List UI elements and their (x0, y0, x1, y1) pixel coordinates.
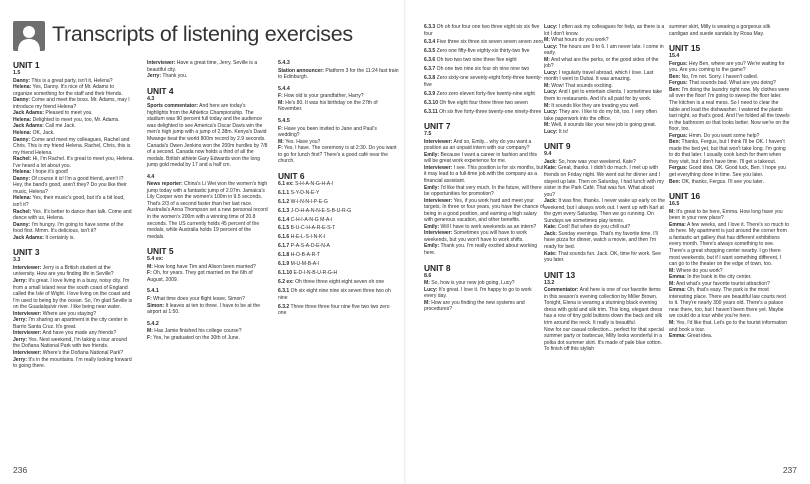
exercise-number: 16.5 (669, 201, 680, 208)
transcript-line: Helena: Yes, their music's good, but it's a bit loud, isn't it? (13, 195, 125, 208)
item-number: 6.1.5 (278, 225, 290, 232)
item-text: Oh two two two nine three five eight (436, 57, 517, 64)
answer-item (424, 24, 545, 37)
unit-heading: UNIT 13 (544, 269, 576, 280)
transcript-line: Rachel: Hi, I'm Rachel. It's great to meet you, Helena. I've heard a lot about you. (13, 156, 134, 169)
transcript-line: Emily: Thank you. I'm really excited about working here. (424, 243, 538, 257)
transcript-line: M: Wow! That sounds exciting. (544, 82, 613, 89)
unit-heading: UNIT 5 (147, 246, 174, 257)
transcript-line: Interviewer: Where's the Doñana National Park? (13, 349, 124, 356)
item-text: S-Y-D-N-E-Y (290, 189, 320, 196)
exercise-number: 9.4 (544, 151, 552, 158)
transcript-line: Interviewer: Sometimes you will have to work weekends, but you won't have to work shifts. (424, 230, 527, 243)
item-number: 6.1 ex: (278, 180, 294, 187)
exercise-number: 4.4 (147, 173, 155, 180)
item-number: 6.1.1 (278, 189, 290, 196)
transcript-line: Jack: It was fine, thanks. I never wake up early on the weekend, but I always work out. I went up with Karl at the gym every Saturday. Then we go running. On Sundays we sometimes play tennis. (544, 198, 665, 224)
transcript-line: Jerry: It's great. I love living in a busy, noisy city. I'm from a small island near the south coast of England called the Isle of Wight. I love living on the coast and I'm used to being by the ocean. So, I'm glad Seville is on the Guadalquivir river. I like being near water. (13, 277, 133, 311)
transcript-line: Jerry: Thank you. (147, 73, 188, 80)
answer-item (278, 304, 399, 317)
exercise-number: 8.6 (424, 272, 432, 279)
item-text: H-O-B-A-R-T (290, 252, 321, 259)
exercise-number: 5.4.3 (278, 60, 290, 66)
transcript-line: Commentator: And here is one of our favorite items in this season's evening collection by Miller Brown. Tonight, Elena is wearing a stunning black evening dress with gold and silk trim. This long, elegant dress has a row of tiny gold buttons down the back and silk trim around the neck. It really is beautiful. (544, 287, 663, 326)
unit-heading: UNIT 15 (669, 43, 701, 54)
unit-heading: UNIT 6 (278, 170, 305, 181)
page-number-right: 237 (782, 465, 797, 475)
item-number: 6.1.4 (278, 216, 290, 223)
transcript-line: M: So, how is your new job going, Lucy? (424, 280, 515, 287)
exercise-number: 5.4.5 (278, 117, 290, 124)
transcript-line: Lucy: It is! (544, 128, 569, 135)
transcript-line: Emily: I'd like that very much. In the future, will there be opportunities for promotion? (424, 184, 542, 198)
transcript-line: Danny: Come and meet my colleagues, Rachel and Chris. This is my friend Helena. Rachel, Chris, this is my friend Helena. (13, 136, 131, 156)
transcript-line: Jerry: I'm sharing an apartment in the city center in Barrio Santa Cruz. It's great. (13, 317, 128, 330)
answer-item (278, 261, 399, 268)
transcript-line: News reporter: China's Li Wei won the women's high jump today with a fantastic jump of 2.07m. Jamaica's Lily Cooper won the women's 100m in 9.5 seconds. That's 2/3 of a second faster than her last race. Australia's Anna Thompson set a new personal record in the women's 200m with a winning time of 20.8 seconds. The US currently holds 45 percent of the medals, while Australia holds 19 percent of the medals. (147, 181, 268, 240)
item-text: H-E-L-S-I-N-K-I (290, 234, 326, 241)
transcript-line: summer skirt, Milly is wearing a gorgeous silk cardigan and suede sandals by Rosa May. (669, 24, 771, 37)
page-title: Transcripts of listening exercises (52, 22, 353, 46)
transcript-line: F: Have you been invited to Jane and Paul's wedding? (278, 125, 377, 139)
transcript-line: Helena: I hope it's good! (13, 169, 69, 176)
item-text: C-H-I-A-N-G M-A-I (290, 216, 333, 223)
exercise-number: 4.3 (147, 95, 155, 102)
unit-heading: UNIT 4 (147, 85, 174, 96)
transcript-line: M: How are you finding the new systems and procedures? (424, 299, 525, 313)
transcript-line: Lucy: I often ask my colleagues for help, as there is a lot I don't know. (544, 24, 665, 37)
item-text: Zero one fifty-five eighty-six thirty-two five (436, 48, 530, 55)
transcript-line: Helena: Delighted to meet you, too, Mr. Adams. (13, 116, 120, 123)
answer-item (278, 252, 399, 259)
answer-item (278, 243, 399, 250)
transcript-line: Lucy: The hours are 9 to 6. I am never late. I come in early. (544, 43, 664, 57)
transcript-line: M: And what's your favorite tourist attraction? (669, 280, 770, 287)
answer-item (278, 234, 399, 241)
exercise-number: 1.5 (13, 70, 21, 76)
answer-item (278, 217, 399, 224)
item-number: 6.1.10 (278, 270, 293, 277)
answer-item (424, 109, 545, 116)
item-number: 6.3.11 (424, 108, 438, 115)
answer-item (424, 66, 545, 73)
transcript-line: Danny: I'm hungry. I'm going to have some of the food first. Mmm. It's delicious, isn't it? (13, 221, 124, 235)
transcript-line: Jack: So, how was your weekend, Kate? (544, 158, 636, 165)
item-text: Oh three three eight eight seven oh one (295, 279, 385, 286)
transcript-line: M: It sounds like they are treating you well. (544, 102, 640, 109)
transcript-line: Jack Adams: It certainly is. (13, 234, 75, 241)
page-number-left: 236 (13, 465, 28, 475)
item-number: 6.3.1 (278, 288, 290, 295)
exercise-number: 13.2 (544, 279, 555, 286)
answer-item (278, 225, 399, 232)
item-text: Oh six eight nine nine six seven three two oh nine (278, 288, 391, 301)
transcript-line: Ben: Thanks, Fergus, but I think I'll be OK. I haven't made the bed yet, but that won't take long. I'm going to do that later. I usually cook lunch for them when they visit, but I don't have time. I'll get a takeout. (669, 139, 786, 165)
item-text: J-O-H-A-N-N-E-S-B-U-R-G (290, 207, 352, 214)
answer-item (424, 100, 545, 107)
transcript-line: Jerry: Yes. Next weekend, I'm taking a tour around the Doñana National Park with two friends. (13, 336, 128, 350)
item-number: 6.3.3 (424, 24, 436, 30)
text-column-4 (424, 24, 545, 313)
unit-heading: UNIT 16 (669, 191, 701, 202)
answer-item (278, 288, 399, 301)
transcript-line: Ben: I'm doing the laundry right now. My clothes were all over the floor! I'm going to sweep the floor later. The kitchen is a real mess. So I need to clear the table and load the dishwasher. I watered the plants last night, so that's good. And I've folded all the towels in the bathroom so that looks better. Now we're on the floor, too. (669, 86, 790, 133)
transcript-line: M: Yes. Have you? (278, 138, 321, 145)
transcript-line: M: Has Jamie finished his college course? (147, 328, 242, 335)
item-number: 6.1.6 (278, 234, 290, 241)
item-number: 6.3.10 (424, 99, 439, 106)
item-text: Zero sixty-one seventy-eight forty-three twenty-five (424, 75, 543, 88)
transcript-line: Fergus: Hey Ben, where are you? We're waiting for you. Are you coming to the game? (669, 60, 785, 74)
item-number: 6.3.7 (424, 66, 436, 73)
item-text: S-H-A-N-G-H-A-I (295, 180, 334, 187)
item-text: Oh oh four four one two three eight six six five four (424, 24, 540, 37)
answer-item (424, 39, 545, 46)
item-text: W-I-N-N-I-P-E-G (290, 198, 328, 205)
item-text: Oh six five forty-three twenty-one ninety-three (439, 108, 542, 115)
answer-item (424, 91, 545, 98)
item-number: 6.3.4 (424, 39, 436, 46)
transcript-line: Lucy: And I get to entertain clients. I sometimes take them to restaurants. And it's all paid for by work. (544, 89, 663, 103)
unit-heading: UNIT 7 (424, 121, 451, 132)
text-column-1 (13, 60, 134, 370)
answer-item (278, 208, 399, 215)
transcript-line: F: Yes, I have. The ceremony is at 2:30. Do you want to go for lunch first? There's a good café near the church. (278, 145, 397, 165)
answer-item (278, 181, 399, 188)
transcript-line: Now for our casual collection... perfect for that special summer party or barbecue, Milly looks wonderful in a polka dot summer skirt. It's made of pale blue cotton. To finish off this stylish (544, 326, 664, 353)
item-number: 6.1.7 (278, 243, 290, 250)
exercise-number: 5.4 ex: (147, 256, 164, 263)
item-number: 6.3.9 (424, 90, 436, 97)
transcript-line: Sports commentator: And here are today's highlights from the Athletics Championship. The stadium was 90 percent full today and the audience was delighted to see America's Oscar Davis win the men's high jump with a jump of 2.38m. Kenya's David Mwange beat the world 800m record by 2.9 seconds. Canada's Owen Jenkins won the 200m hurdles by 7/8 of a second. Canada now holds a third of all the medals. British athlete Gary Edwards won the long jump gold medal by 17 and a half cm. (147, 103, 268, 169)
transcript-line: Emma: Great idea. (669, 333, 713, 340)
exercise-number: 3.3 (13, 257, 21, 264)
transcript-line: M: He's 80. It was his birthday on the 27th of November. (278, 99, 378, 113)
answer-item (278, 199, 399, 206)
item-number: 6.1.9 (278, 261, 290, 268)
transcript-line: Interviewer: And so, Emily... why do you want a position as an unpaid intern with our company? (424, 138, 532, 152)
transcript-line: M: Where do you work? (669, 267, 723, 274)
transcript-line: Interviewer: I see. This position is for six months, but it may lead to a full-time job with the company as a financial assistant. (424, 164, 544, 185)
transcript-line: Emma: In the bank in the city center. (669, 274, 752, 281)
transcript-line: Rachel: Yes. It's better to dance than talk. Come and dance with us, Helena. (13, 208, 132, 222)
transcript-line: Interviewer: And have you made any friends? (13, 330, 117, 337)
transcript-line: M: Yes, I'd like that. Let's go to the tourist information and book a tour. (669, 319, 788, 333)
exercise-number: 5.4.4 (278, 85, 290, 92)
transcript-line: Fergus: Good idea. OK. Good luck, Ben. I hope you get everything done in time. See you later. (669, 165, 786, 178)
transcript-line: Emma: Oh, that's easy. The park is the most interesting place. There are beautiful law courts next to it. They're nearly 300 years old. There's a palace near there, too, but I haven't been there yet. Maybe we could do a tour while you're here. (669, 287, 786, 320)
transcript-line: Jack Adams: Pleased to meet you. (13, 110, 93, 117)
transcript-line: M: Well, it sounds like your new job is going great. (544, 122, 657, 129)
transcript-line: Jack Adams: Call me Jack. (13, 123, 76, 130)
person-silhouette-icon (13, 21, 45, 51)
transcript-line: Interviewer: Jerry is a British student at the university. How are you finding life in Seville? (13, 264, 114, 278)
text-column-2 (147, 60, 268, 341)
transcript-line: Danny: Come and meet the boss. Mr. Adams, may I introduce my friend Helena? (13, 97, 130, 110)
transcript-line: Station announcer: Platform 3 for the 11:24 fast train to Edinburgh. (278, 67, 399, 81)
unit-heading: UNIT 3 (13, 247, 40, 258)
exercise-number: 5.4.1 (147, 288, 159, 295)
transcript-line: Danny: Of course it is! I'm a good friend, aren't I? Hey, the band's good, aren't they? Do you like their music, Helena? (13, 175, 127, 195)
item-number: 6.3.6 (424, 57, 436, 64)
transcript-line: Interviewer: Have a great time, Jerry. Seville is a beautiful city. (147, 60, 258, 73)
transcript-line: Kate: Great, thanks. I didn't do much. I met up with friends on Friday night. We went out for dinner and I stayed up late. Then on Saturday, I had lunch with my sister in the Park Café. That was fun. What about you? (544, 165, 664, 198)
transcript-line: Jerry: It's in the mountains. I'm really looking forward to going there. (13, 356, 132, 370)
unit-heading: UNIT 1 (13, 60, 40, 70)
text-column-3 (278, 60, 399, 319)
transcript-line: Interviewer: Yes, if you work hard and meet your targets. In three or four years, you have the chance of being in a good position, and earning a high salary with generous vacation, and other benefits. (424, 197, 545, 224)
transcript-line: Helena: Yes, Danny. It's nice of Mr. Adams to organize something for the staff and their friends. (13, 84, 123, 97)
transcript-line: Interviewer: Where are you staying? (13, 310, 97, 317)
item-number: 6.3.8 (424, 75, 436, 82)
transcript-line: Lucy: It's great. I love it. I'm happy to go to work every day. (424, 286, 532, 300)
text-column-6 (669, 24, 790, 340)
transcript-line: Jack: Sunday evenings. That's my favorite time. I'll have pizza for dinner, watch a movie, and then I'm ready for bed. (544, 230, 658, 250)
transcript-line: Danny: This is a great party, isn't it, Helena? (13, 77, 113, 84)
item-number: 6.3.5 (424, 48, 436, 55)
exercise-number: 5.4.2 (147, 320, 159, 327)
unit-heading: UNIT 8 (424, 262, 451, 273)
transcript-line: Emily: Because I want a career in fashion and this will be great work experience for me. (424, 151, 538, 165)
transcript-line: M: How long have Tim and Alison been married? (147, 263, 256, 270)
item-number: 6.2 ex: (278, 279, 294, 286)
answer-item (278, 190, 399, 197)
item-number: 6.3.2 (278, 303, 290, 310)
item-number: 6.1.3 (278, 207, 290, 214)
answer-item (278, 270, 399, 277)
transcript-line: Ben: No, I'm not. Sorry. I haven't called. (669, 73, 759, 80)
transcript-line: Emma: A few weeks, and I love it. There's so much to do here. My apartment is just around the corner from a fantastic art gallery that has different exhibitions every month. There's always something to see. There's a great shopping center nearby. I go there most weekends, but if I want something different, I can go to the theater on the edge of town, too. (669, 221, 790, 268)
item-text: Oh one two nine six four oh nine nine two (436, 66, 530, 73)
answer-item (424, 48, 545, 55)
unit-heading: UNIT 9 (544, 141, 571, 152)
transcript-line: F: Yes, he graduated on the 30th of June. (147, 334, 240, 341)
item-text: Three three three four nine five two two zero one (278, 303, 390, 317)
item-number: 6.1.2 (278, 198, 290, 205)
transcript-line: F: How old is your grandfather, Harry? (278, 93, 364, 100)
item-text: E-D-I-N-B-U-R-G-H (293, 270, 338, 277)
transcript-line: Ben: OK, thanks, Fergus. I'll see you later. (669, 178, 764, 185)
transcript-line: M: It's great to be here, Emma. How long have you been in your new place? (669, 208, 783, 222)
transcript-line: Kate: That sounds fun. Jack. OK, time for work. See you later. (544, 250, 661, 264)
transcript-line: Lucy: I regularly travel abroad, which I love. Last month I went to Dubai. It was amazing. (544, 69, 654, 83)
right-page (405, 0, 810, 484)
transcript-line: Helena: OK, Jack. (13, 129, 55, 136)
answer-item (424, 57, 545, 64)
transcript-line: F: What time does your flight leave, Simon? (147, 296, 245, 303)
answer-item (424, 75, 545, 88)
transcript-line: Emily: Will I have to work weekends as an intern? (424, 223, 537, 230)
item-text: Five three six three six seven seven seven zero. (436, 39, 545, 46)
transcript-line: F: Oh, for years. They got married on the 6th of August, 2009. (147, 270, 253, 283)
transcript-line: Lucy: They are. I like to do my bit, too. I very often take paperwork into the office. (544, 109, 657, 122)
transcript-line: M: What hours do you work? (544, 37, 609, 44)
item-text: Zero zero eleven forty-five twenty-nine eight (436, 90, 535, 97)
item-text: Oh five eight four three three two seven (439, 99, 528, 106)
transcript-line: Fergus: Hmm. Do you want some help? (669, 132, 760, 139)
transcript-line: Fergus: That sounds bad. What are you doing? (669, 80, 776, 87)
transcript-line: Kate: Cool! But when do you chill out? (544, 224, 631, 231)
transcript-line: M: And what are the perks, or the good sides of the job? (544, 56, 659, 70)
item-text: M-U-M-B-A-I (290, 261, 320, 268)
exercise-number: 15.4 (669, 53, 680, 60)
item-text: B-U-C-H-A-R-E-S-T (290, 225, 336, 232)
answer-item (278, 279, 399, 286)
exercise-number: 7.5 (424, 131, 432, 138)
text-column-5 (544, 24, 665, 353)
item-number: 6.1.8 (278, 252, 290, 259)
item-text: P-A-S-A-D-E-N-A (290, 243, 330, 250)
transcript-line: Simon: It leaves at ten to three. I have to be at the airport at 1:50. (147, 302, 261, 316)
